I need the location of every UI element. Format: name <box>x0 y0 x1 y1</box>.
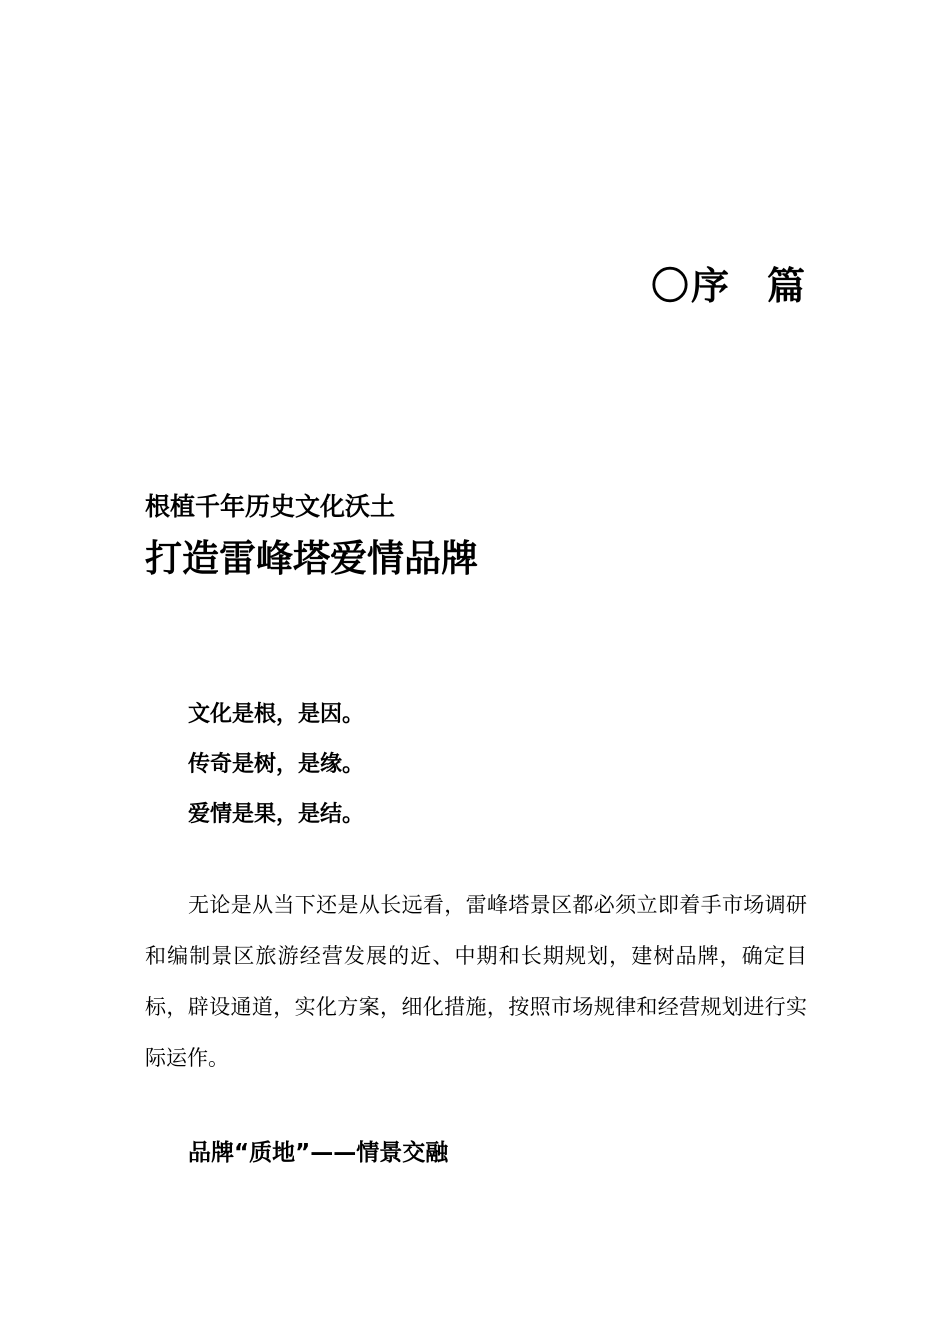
chapter-word: 篇 <box>766 264 807 308</box>
verse-line: 文化是根，是因。 <box>188 701 365 727</box>
section-heading: 品牌“质地”——情景交融 <box>188 1140 449 1166</box>
verse-block <box>188 689 364 839</box>
chapter-marker: 〇序 <box>650 264 731 308</box>
subtitle-line-2: 打造雷峰塔爱情品牌 <box>145 537 478 580</box>
body-paragraph: 无论是从当下还是从长远看，雷峰塔景区都必须立即着手市场调研和编制景区旅游经营发展的近、中期和长期规划，建树品牌，确定目标，辟设通道，实化方案，细化措施，按照市场规律和经营规划进行实际运作。 <box>145 893 807 1070</box>
verse-line: 传奇是树，是缘。 <box>188 751 365 777</box>
chapter-title <box>651 262 807 310</box>
subtitle-line-1: 根植千年历史文化沃土 <box>145 492 396 521</box>
verse-line: 爱情是果，是结。 <box>188 801 365 827</box>
